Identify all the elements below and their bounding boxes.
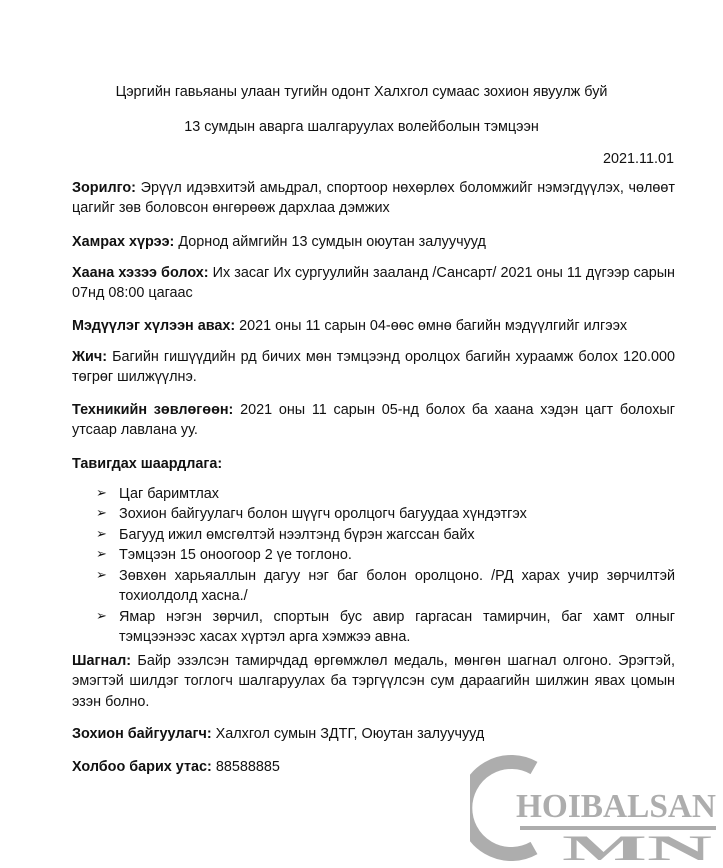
arrow-bullet-icon: ➢	[96, 546, 107, 562]
registration-label: Мэдүүлэг хүлээн авах:	[72, 318, 236, 334]
technical-paragraph	[72, 400, 675, 441]
arrow-bullet-icon: ➢	[96, 505, 107, 521]
note-paragraph	[72, 347, 675, 388]
organizer-label: Зохион байгуулагч:	[72, 726, 212, 742]
prize-label: Шагнал:	[72, 653, 132, 669]
contact-text: 88588885	[215, 759, 280, 775]
technical-text: 2021 оны 11 сарын 05-нд болох ба хаана хэдэн цагт болохыг утсаар лавлана уу.	[72, 402, 675, 439]
requirement-item: ➢ Тэмцээн 15 оноогоор 2 үе тоглоно.	[96, 546, 352, 564]
document-date: 2021.11.01	[603, 151, 674, 167]
venue-paragraph	[72, 263, 675, 304]
registration-text: 2021 оны 11 сарын 04-өөс өмнө багийн мэдүүлгийг илгээх	[239, 318, 628, 334]
registration-paragraph	[72, 316, 675, 336]
document-title-line-2: 13 сумдын аварга шалгаруулах волейболын тэмцээн	[184, 119, 539, 135]
prize-text: Байр эзэлсэн тамирчдад өргөмжлөл медаль, мөнгөн шагнал олгоно. Эрэгтэй, эмэгтэй шилдэг тоглогч шалгаруулах ба тэргүүлсэн сум дараагийн шилжин явах цомын эзэн болно.	[72, 653, 676, 710]
goal-label: Зорилго:	[72, 180, 136, 196]
requirement-item: ➢ Ямар нэгэн зөрчил, спортын бус авир гаргасан тамирчин, баг хамт олныг тэмцээнээс хасах хүртэл арга хэмжээ авна.	[96, 607, 675, 646]
arrow-bullet-icon: ➢	[96, 566, 107, 582]
arrow-bullet-icon: ➢	[96, 607, 107, 623]
arrow-bullet-icon: ➢	[96, 485, 107, 500]
requirements-list	[96, 484, 675, 648]
contact-label: Холбоо барих утас:	[72, 759, 212, 775]
prize-paragraph	[72, 651, 675, 712]
choibalsan-watermark-logo	[470, 752, 720, 864]
venue-label: Хаана хэзээ болох:	[72, 265, 209, 281]
requirements-heading: Тавигдах шаардлага:	[72, 456, 223, 472]
scope-label: Хамрах хүрээ:	[72, 234, 175, 250]
requirement-item: ➢ Зөвхөн харьяаллын дагуу нэг баг болон оролцоно. /РД харах учир зөрчилтэй тохиолдолд хасна./	[96, 566, 675, 605]
watermark-text-line-2: MN	[562, 828, 712, 864]
scope-paragraph	[72, 232, 675, 252]
requirement-item: ➢ Зохион байгуулагч болон шүүгч оролцогч багуудаа хүндэтгэх	[96, 505, 527, 523]
document-title-line-1: Цэргийн гавьяаны улаан тугийн одонт Халхгол сумаас зохион явуулж буй	[115, 84, 608, 100]
requirement-item: ➢ Багууд ижил өмсгөлтэй нээлтэнд бүрэн жагссан байх	[96, 525, 475, 543]
note-text: Багийн гишүүдийн рд бичих мөн тэмцээнд оролцох багийн хураамж болох 120.000 төгрөг шилжүүлнэ.	[72, 349, 676, 386]
note-label: Жич:	[72, 349, 107, 365]
arrow-bullet-icon: ➢	[96, 525, 107, 541]
organizer-text: Халхгол сумын ЗДТГ, Оюутан залуучууд	[215, 726, 485, 742]
venue-text: Их засаг Их сургуулийн зааланд /Сансарт/ 2021 оны 11 дүгээр сарын 07нд 08:00 цагаас	[72, 265, 676, 302]
goal-paragraph	[72, 178, 675, 219]
technical-label: Техникийн зөвлөгөөн:	[72, 402, 234, 418]
scope-text: Дорнод аймгийн 13 сумдын оюутан залуучууд	[178, 234, 486, 250]
organizer-paragraph	[72, 724, 675, 744]
requirement-item: ➢ Цаг баримтлах	[96, 485, 219, 502]
watermark-text-line-1: HOIBALSAN	[516, 788, 717, 825]
goal-text: Эрүүл идэвхитэй амьдрал, спортоор нөхөрлөх боломжийг нэмэгдүүлэх, чөлөөт цагийг зөв боловсон өнгөрөөж дархлаа дэмжих	[72, 180, 676, 217]
